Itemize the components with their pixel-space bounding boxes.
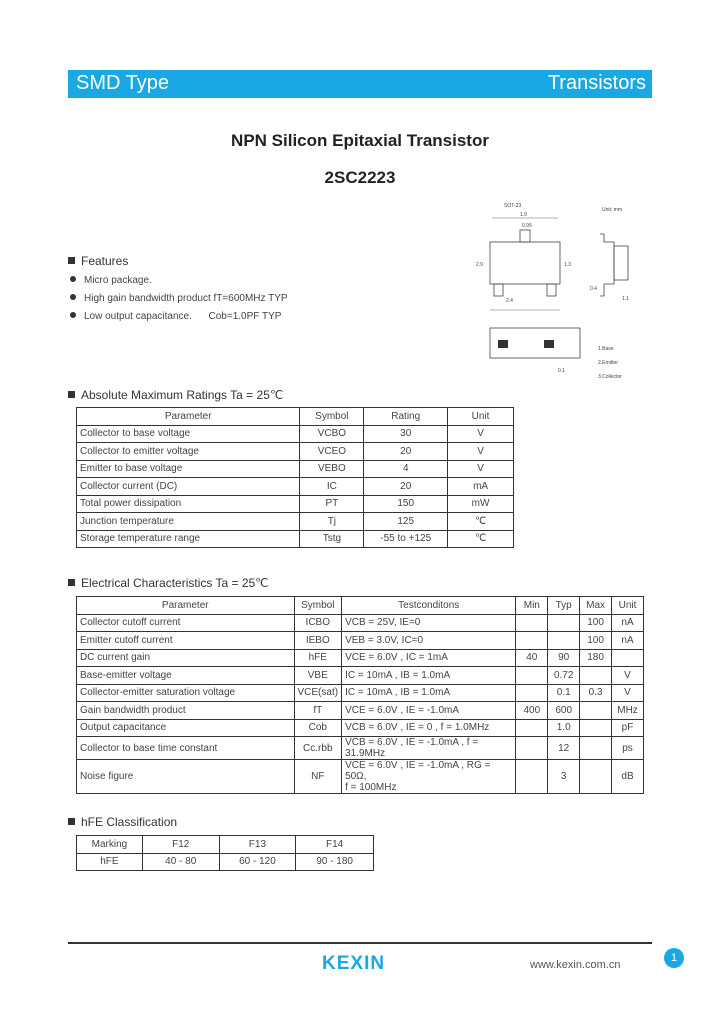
table-row: Collector-emitter saturation voltage VCE(sat) IC = 10mA , IB = 1.0mA 0.1 0.3 V <box>77 684 644 702</box>
hfe-heading: hFE Classification <box>68 815 177 829</box>
page-title: NPN Silicon Epitaxial Transistor <box>231 131 489 150</box>
dot-bullet-icon <box>70 312 76 318</box>
footer-url[interactable]: www.kexin.com.cn <box>530 959 621 971</box>
package-unit: Unit: mm <box>602 207 622 213</box>
dim-7: 1.1 <box>622 296 629 302</box>
table-row: Collector cutoff current ICBO VCB = 25V, IE=0 100 nA <box>77 614 644 632</box>
dim-8: 0.1 <box>558 368 565 374</box>
dim-3: 2.9 <box>476 262 483 268</box>
table-header-row: Parameter Symbol Rating Unit <box>77 408 514 426</box>
dim-6: 0.4 <box>590 286 597 292</box>
feature-item: Low output capacitance. Cob=1.0PF TYP <box>70 311 281 322</box>
table-row: DC current gain hFE VCE = 6.0V , IC = 1mA 40 90 180 <box>77 649 644 667</box>
elec-table <box>76 596 644 794</box>
table-row: Collector current (DC) IC 20 mA <box>77 478 514 496</box>
page-number-badge: 1 <box>664 948 684 968</box>
table-header-row: Marking F12 F13 F14 <box>77 836 374 854</box>
square-bullet-icon <box>68 257 75 264</box>
table-row: Junction temperature Tj 125 ℃ <box>77 513 514 531</box>
footer-divider <box>68 942 652 944</box>
dim-2: 0.95 <box>522 223 532 229</box>
table-row: Gain bandwidth product fT VCE = 6.0V , IE = -1.0mA 400 600 MHz <box>77 702 644 720</box>
package-drawing <box>470 200 650 385</box>
pin-label-2: 2.Emitter <box>598 360 619 366</box>
elec-heading: Electrical Characteristics Ta = 25℃ <box>68 576 269 590</box>
package-name: SOT-23 <box>504 203 522 209</box>
square-bullet-icon <box>68 391 75 398</box>
header-left: SMD Type <box>76 72 169 94</box>
table-row: hFE 40 - 80 60 - 120 90 - 180 <box>77 853 374 871</box>
pin-label-1: 1.Base <box>598 346 614 352</box>
feature-item: High gain bandwidth product fT=600MHz TYP <box>70 293 288 304</box>
table-row: Noise figure NF VCE = 6.0V , IE = -1.0mA , RG = 50Ω, f = 100MHz 3 dB <box>77 760 644 794</box>
features-heading: Features <box>68 254 128 268</box>
dot-bullet-icon <box>70 276 76 282</box>
kexin-logo: KEXIN <box>322 953 386 974</box>
abs-max-table <box>76 407 514 548</box>
hfe-table <box>76 835 374 871</box>
table-header-row: Parameter Symbol Testconditons Min Typ Max Unit <box>77 597 644 615</box>
table-row: Collector to emitter voltage VCEO 20 V <box>77 443 514 461</box>
table-row: Output capacitance Cob VCB = 6.0V , IE = 0 , f = 1.0MHz 1.0 pF <box>77 719 644 737</box>
table-row: Collector to base voltage VCBO 30 V <box>77 425 514 443</box>
abs-max-heading: Absolute Maximum Ratings Ta = 25℃ <box>68 388 283 402</box>
dim-1: 1.9 <box>520 212 527 218</box>
table-row: Total power dissipation PT 150 mW <box>77 495 514 513</box>
header-banner <box>68 70 652 98</box>
table-row: Emitter cutoff current IEBO VEB = 3.0V, IC=0 100 nA <box>77 632 644 650</box>
part-number: 2SC2223 <box>324 168 396 187</box>
square-bullet-icon <box>68 579 75 586</box>
table-row: Storage temperature range Tstg -55 to +125 ℃ <box>77 530 514 548</box>
feature-item: Micro package. <box>70 275 152 286</box>
square-bullet-icon <box>68 818 75 825</box>
table-row: Base-emitter voltage VBE IC = 10mA , IB = 1.0mA 0.72 V <box>77 667 644 685</box>
pin-label-3: 3.Collector <box>598 374 622 380</box>
dot-bullet-icon <box>70 294 76 300</box>
table-row: Collector to base time constant Cc.rbb VCB = 6.0V , IE = -1.0mA , f = 31.9MHz 12 ps <box>77 737 644 760</box>
dim-5: 2.4 <box>506 298 513 304</box>
dim-4: 1.3 <box>564 262 571 268</box>
header-right: Transistors <box>547 72 646 94</box>
table-row: Emitter to base voltage VEBO 4 V <box>77 460 514 478</box>
